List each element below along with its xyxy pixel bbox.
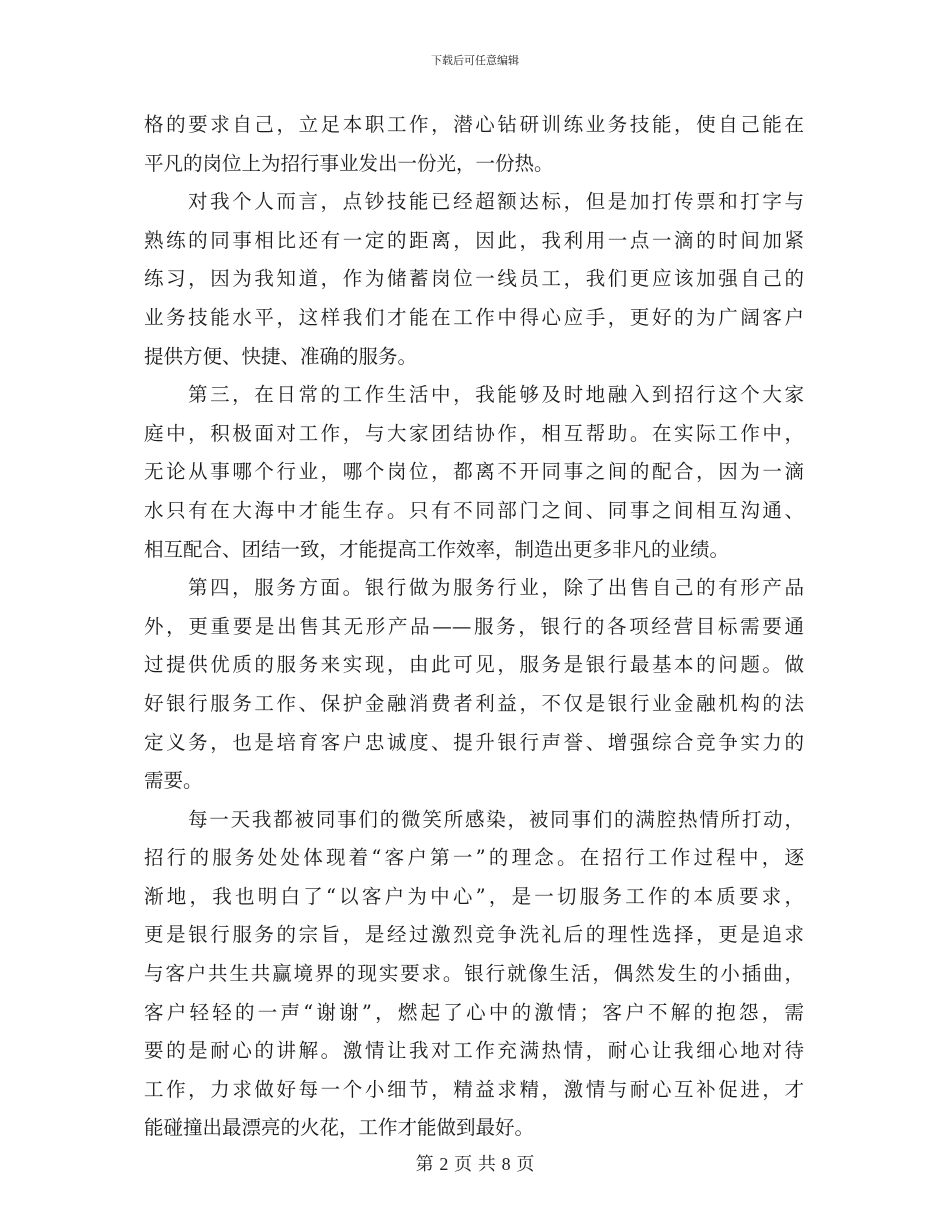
text-line: 熟练的同事相比还有一定的距离，因此，我利用一点一滴的时间加紧 — [144, 228, 804, 252]
text-line: 相互配合、团结一致，才能提高工作效率，制造出更多非凡的业绩。 — [144, 537, 730, 561]
text-line: 过提供优质的服务来实现，由此可见，服务是银行最基本的问题。做 — [144, 653, 804, 677]
text-line: 能碰撞出最漂亮的火花，工作才能做到最好。 — [144, 1116, 535, 1140]
text-line: 定义务，也是培育客户忠诚度、提升银行声誉、增强综合竞争实力的 — [144, 730, 804, 754]
text-line: 要的是耐心的讲解。激情让我对工作充满热情，耐心让我细心地对待 — [144, 1039, 804, 1063]
document-body — [144, 106, 804, 1148]
text-line: 业务技能水平，这样我们才能在工作中得心应手，更好的为广阔客户 — [144, 305, 804, 329]
text-line: 练习，因为我知道，作为储蓄岗位一线员工，我们更应该加强自己的 — [144, 267, 804, 291]
text-line: 工作，力求做好每一个小细节，精益求精，激情与耐心互补促进，才 — [144, 1077, 804, 1101]
footer-suffix: 页 — [516, 1154, 535, 1175]
text-line: 渐地，我也明白了“以客户为中心”，是一切服务工作的本质要求， — [144, 884, 804, 908]
paragraph-start-line: 每一天我都被同事们的微笑所感染，被同事们的满腔热情所打动， — [188, 807, 804, 831]
text-line: 外，更重要是出售其无形产品——服务，银行的各项经营目标需要通 — [144, 614, 804, 638]
page-header-note: 下载后可任意编辑 — [431, 54, 519, 67]
text-line: 更是银行服务的宗旨，是经过激烈竞争洗礼后的理性选择，更是追求 — [144, 923, 804, 947]
paragraph-start-line: 对我个人而言，点钞技能已经超额达标，但是加打传票和打字与 — [188, 190, 804, 214]
text-line: 水只有在大海中才能生存。只有不同部门之间、同事之间相互沟通、 — [144, 498, 804, 522]
text-line: 好银行服务工作、保护金融消费者利益，不仅是银行业金融机构的法 — [144, 691, 804, 715]
total-pages-number: 8 — [501, 1154, 511, 1174]
text-line: 格的要求自己，立足本职工作，潜心钻研训练业务技能，使自己能在 — [144, 113, 804, 136]
text-line: 需要。 — [144, 769, 203, 793]
text-line: 客户轻轻的一声“谢谢”，燃起了心中的激情；客户不解的抱怨，需 — [144, 1000, 804, 1024]
text-line: 招行的服务处处体现着“客户第一”的理念。在招行工作过程中，逐 — [144, 846, 804, 870]
text-line: 无论从事哪个行业，哪个岗位，都离不开同事之间的配合，因为一滴 — [144, 460, 804, 484]
footer-prefix: 第 — [415, 1154, 434, 1175]
text-line: 提供方便、快捷、准确的服务。 — [144, 344, 418, 368]
paragraph-start-line: 第四，服务方面。银行做为服务行业，除了出售自己的有形产品 — [188, 576, 804, 600]
current-page-number: 2 — [439, 1154, 449, 1174]
page-number-footer — [0, 1150, 950, 1176]
text-line: 与客户共生共赢境界的现实要求。银行就像生活，偶然发生的小插曲， — [144, 962, 804, 986]
text-line: 庭中，积极面对工作，与大家团结协作，相互帮助。在实际工作中， — [144, 421, 804, 445]
footer-middle: 页 共 — [454, 1154, 496, 1175]
paragraph-start-line: 第三，在日常的工作生活中，我能够及时地融入到招行这个大家 — [188, 383, 804, 407]
text-line: 平凡的岗位上为招行事业发出一份光，一份热。 — [144, 151, 554, 175]
